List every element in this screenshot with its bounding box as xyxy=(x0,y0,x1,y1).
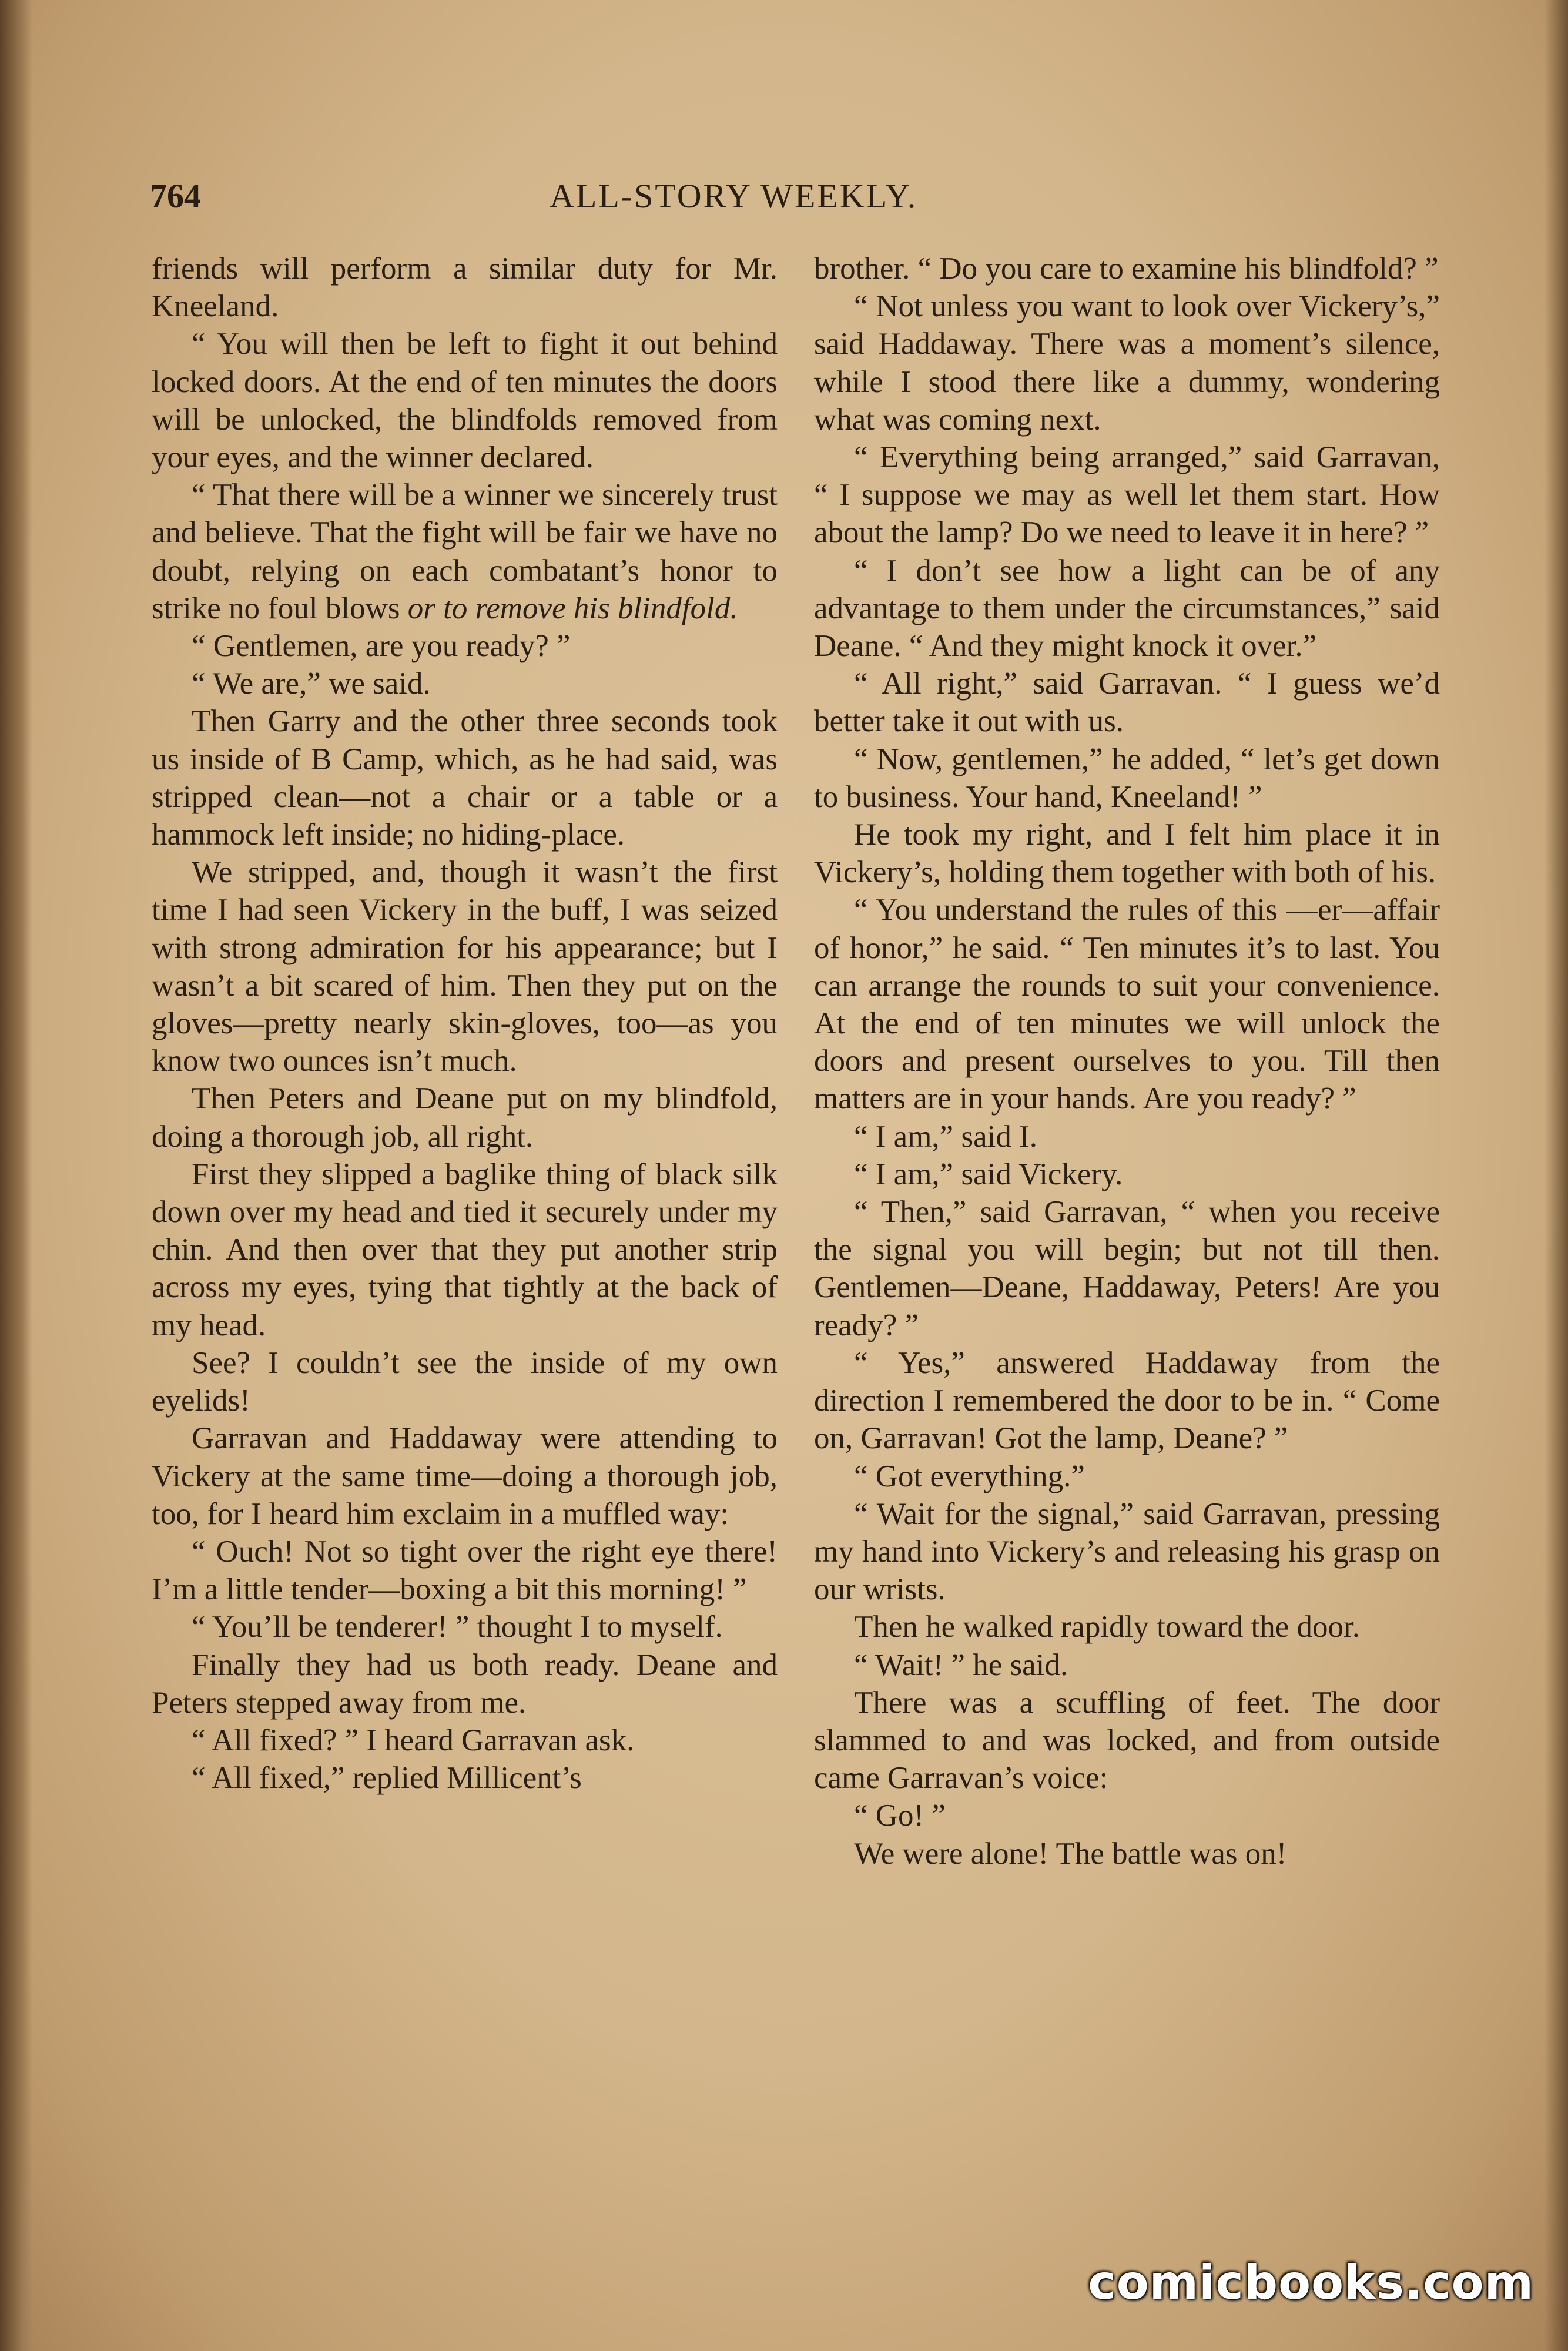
paragraph: “ I am,” said I. xyxy=(854,1119,1037,1154)
paragraph: “ Wait for the signal,” said Garravan, pressing my hand into Vickery’s and releasing his grasp on our wrists. xyxy=(814,1496,1440,1607)
paragraph: friends will perform a similar duty for Mr. Kneeland. xyxy=(152,252,778,324)
paragraph: We stripped, and, though it wasn’t the first time I had seen Vickery in the buff, I was seized with strong admiration for his appearance; but I wasn’t a bit scared of him. Then they put on the gloves—pretty nearly skin-gloves, too—as you know two ounces isn’t much. xyxy=(152,855,778,1079)
page-edge-shadow xyxy=(1544,0,1568,2351)
running-title: ALL-STORY WEEKLY. xyxy=(550,177,918,215)
paragraph: See? I couldn’t see the inside of my own eyelids! xyxy=(152,1345,778,1418)
paragraph-text: “ That there will be a winner we sincerely trust and believe. That the fight will be fair we have no doubt, relying on each combatant’s honor to strike no foul blows xyxy=(152,478,778,625)
paragraph: Then Garry and the other three seconds took us inside of B Camp, which, as he had said, was stripped clean—not a chair or a table or a hammock left inside; no hiding-place. xyxy=(152,704,778,852)
paragraph: “ Got everything.” xyxy=(854,1459,1085,1493)
paragraph: “ You will then be left to fight it out behind locked doors. At the end of ten minutes the doors will be unlocked, the blindfolds removed from your eyes, and the winner declared. xyxy=(152,327,778,475)
paragraph: “ Gentlemen, are you ready? ” xyxy=(192,629,571,664)
paragraph: There was a scuffling of feet. The door slammed to and was locked, and from outside came Garravan’s voice: xyxy=(814,1685,1440,1796)
paragraph: “ All right,” said Garravan. “ I guess we’d better take it out with us. xyxy=(814,667,1440,739)
paragraph: “ Now, gentlemen,” he added, “ let’s get down to business. Your hand, Kneeland! ” xyxy=(814,742,1440,814)
paragraph xyxy=(152,476,778,627)
paragraph: Then Peters and Deane put on my blindfold, doing a thorough job, all right. xyxy=(152,1081,778,1154)
left-column xyxy=(152,250,778,1797)
paragraph: brother. “ Do you care to examine his blindfold? ” xyxy=(814,252,1439,286)
paragraph: “ All fixed,” replied Millicent’s xyxy=(192,1761,582,1796)
paragraph: Then he walked rapidly toward the door. xyxy=(854,1610,1360,1645)
paragraph: “ I am,” said Vickery. xyxy=(854,1157,1123,1191)
paragraph: “ Everything being arranged,” said Garravan, “ I suppose we may as well let them start. How about the lamp? Do we need to leave it in here? ” xyxy=(814,440,1440,550)
paragraph: He took my right, and I felt him place it in Vickery’s, holding them together with both of his. xyxy=(814,818,1440,890)
page-spine-shadow xyxy=(0,0,32,2351)
page-number: 764 xyxy=(150,177,201,215)
paragraph: “ Wait! ” he said. xyxy=(854,1647,1068,1682)
paragraph: “ You’ll be tenderer! ” thought I to myself. xyxy=(192,1610,723,1645)
italic-text: or to remove his blindfold. xyxy=(407,591,738,625)
paragraph: “ Not unless you want to look over Vickery’s,” said Haddaway. There was a moment’s silence, while I stood there like a dummy, wondering what was coming next. xyxy=(814,289,1440,437)
paragraph: First they slipped a baglike thing of black silk down over my head and tied it securely under my chin. And then over that they put another strip across my eyes, tying that tightly at the back of my head. xyxy=(152,1157,778,1342)
paragraph: “ Ouch! Not so tight over the right eye there! I’m a little tender—boxing a bit this morning! ” xyxy=(152,1534,778,1607)
paragraph: We were alone! The battle was on! xyxy=(854,1836,1287,1871)
paragraph: “ Yes,” answered Haddaway from the direction I remembered the door to be in. “ Come on, Garravan! Got the lamp, Deane? ” xyxy=(814,1345,1440,1456)
right-column xyxy=(814,250,1440,1873)
paragraph: “ Then,” said Garravan, “ when you receive the signal you will begin; but not till then. Gentlemen—Deane, Haddaway, Peters! Are you ready? ” xyxy=(814,1195,1440,1342)
page-header xyxy=(150,176,1443,229)
paragraph: “ We are,” we said. xyxy=(192,667,431,701)
paragraph: Garravan and Haddaway were attending to Vickery at the same time—doing a thorough job, too, for I heard him exclaim in a muffled way: xyxy=(152,1421,778,1531)
paragraph: “ I don’t see how a light can be of any advantage to them under the circumstances,” said Deane. “ And they might knock it over.” xyxy=(814,553,1440,664)
paragraph: Finally they had us both ready. Deane and Peters stepped away from me. xyxy=(152,1647,778,1720)
paragraph: “ You understand the rules of this —er—affair of honor,” he said. “ Ten minutes it’s to last. You can arrange the rounds to suit your convenience. At the end of ten minutes we will unlock the doors and present ourselves to you. Till then matters are in your hands. Are you ready? ” xyxy=(814,893,1440,1116)
paragraph: “ All fixed? ” I heard Garravan ask. xyxy=(192,1723,635,1757)
paragraph: “ Go! ” xyxy=(854,1799,946,1833)
watermark: comicbooks.com xyxy=(1088,2255,1534,2310)
